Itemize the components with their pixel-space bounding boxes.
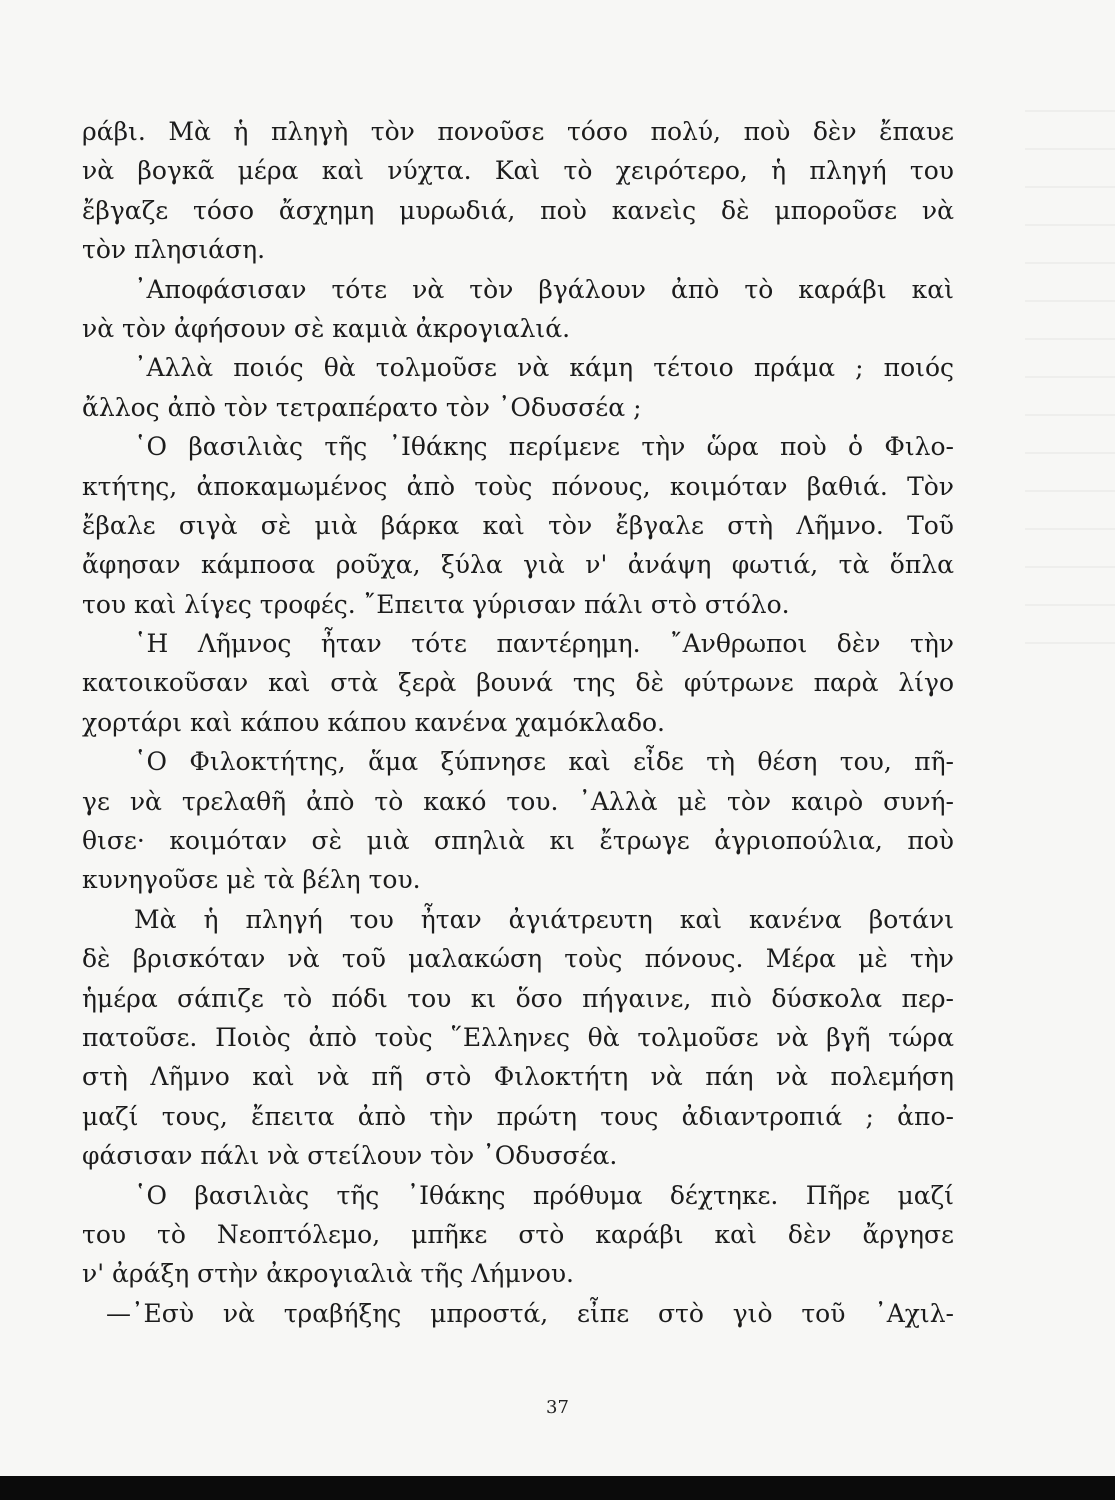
text-line: φάσισαν πάλι νὰ στείλουν τὸν ᾿Οδυσσέα. xyxy=(82,1141,618,1171)
text-line: —᾿Εσὺ νὰ τραβήξης μπροστά, εἶπε στὸ γιὸ τοῦ ᾿Αχιλ- xyxy=(106,1298,954,1328)
text-line: στὴ Λῆμνο καὶ νὰ πῆ στὸ Φιλοκτήτη νὰ πάη νὰ πολεμήση xyxy=(82,1062,954,1092)
scan-edge-bar xyxy=(0,1476,1115,1500)
text-line: ᾿Αποφάσισαν τότε νὰ τὸν βγάλουν ἀπὸ τὸ καράβι καὶ xyxy=(134,274,954,304)
text-line: ἄφησαν κάμποσα ροῦχα, ξύλα γιὰ ν' ἀνάψη φωτιά, τὰ ὅπλα xyxy=(82,550,954,580)
text-line: κατοικοῦσαν καὶ στὰ ξερὰ βουνά της δὲ φύτρωνε παρὰ λίγο xyxy=(82,668,954,698)
text-line: ράβι. Μὰ ἡ πληγὴ τὸν πονοῦσε τόσο πολύ, ποὺ δὲν ἔπαυε xyxy=(82,117,954,146)
text-line: νὰ τὸν ἀφήσουν σὲ καμιὰ ἀκρογιαλιά. xyxy=(82,313,571,343)
text-line: ῾Ο βασιλιὰς τῆς ᾿Ιθάκης πρόθυμα δέχτηκε. Πῆρε μαζί xyxy=(134,1180,954,1210)
text-line: νὰ βογκᾶ μέρα καὶ νύχτα. Καὶ τὸ χειρότερο, ἡ πληγή του xyxy=(82,156,954,186)
text-line: πατοῦσε. Ποιὸς ἀπὸ τοὺς ῞Ελληνες θὰ τολμοῦσε νὰ βγῆ τώρα xyxy=(82,1022,954,1052)
text-line: ῾Ο βασιλιὰς τῆς ᾿Ιθάκης περίμενε τὴν ὥρα ποὺ ὁ Φιλο- xyxy=(134,432,954,462)
text-line: τὸν πλησιάση. xyxy=(82,235,266,265)
text-line: μαζί τους, ἔπειτα ἀπὸ τὴν πρώτη τους ἀδιαντροπιά ; ἀπο- xyxy=(82,1101,954,1131)
text-line: δὲ βρισκόταν νὰ τοῦ μαλακώση τοὺς πόνους. Μέρα μὲ τὴν xyxy=(82,944,954,974)
text-line: ἔβγαζε τόσο ἄσχημη μυρωδιά, ποὺ κανεὶς δὲ μποροῦσε νὰ xyxy=(82,195,954,225)
text-line: γε νὰ τρελαθῆ ἀπὸ τὸ κακό του. ᾿Αλλὰ μὲ τὸν καιρὸ συνή- xyxy=(82,786,954,816)
text-line: του καὶ λίγες τροφές. ῎Επειτα γύρισαν πάλι στὸ στόλο. xyxy=(82,589,790,619)
bleed-through-texture xyxy=(1025,110,1115,670)
body-text xyxy=(82,112,954,1333)
text-line: ἡμέρα σάπιζε τὸ πόδι του κι ὅσο πήγαινε, πιὸ δύσκολα περ- xyxy=(82,983,954,1013)
text-line: κτήτης, ἀποκαμωμένος ἀπὸ τοὺς πόνους, κοιμόταν βαθιά. Τὸν xyxy=(82,471,954,501)
text-line: ἔβαλε σιγὰ σὲ μιὰ βάρκα καὶ τὸν ἔβγαλε στὴ Λῆμνο. Τοῦ xyxy=(82,510,954,540)
text-line: ἄλλος ἀπὸ τὸν τετραπέρατο τὸν ᾿Οδυσσέα ; xyxy=(82,392,642,422)
text-line: χορτάρι καὶ κάπου κάπου κανένα χαμόκλαδο. xyxy=(82,707,665,737)
text-line: κυνηγοῦσε μὲ τὰ βέλη του. xyxy=(82,865,421,895)
text-line: του τὸ Νεοπτόλεμο, μπῆκε στὸ καράβι καὶ δὲν ἄργησε xyxy=(82,1219,954,1249)
text-line: θισε· κοιμόταν σὲ μιὰ σπηλιὰ κι ἔτρωγε ἀγριοπούλια, ποὺ xyxy=(82,826,954,856)
text-line: ῾Ο Φιλοκτήτης, ἅμα ξύπνησε καὶ εἶδε τὴ θέση του, πῆ- xyxy=(134,747,954,777)
text-line: ν' ἀράξη στὴν ἀκρογιαλιὰ τῆς Λήμνου. xyxy=(82,1259,574,1289)
text-line: Μὰ ἡ πληγή του ἦταν ἀγιάτρευτη καὶ κανένα βοτάνι xyxy=(134,904,954,934)
text-line: ῾Η Λῆμνος ἦταν τότε παντέρημη. ῎Ανθρωποι δὲν τὴν xyxy=(134,629,954,659)
text-line: ᾿Αλλὰ ποιός θὰ τολμοῦσε νὰ κάμη τέτοιο πράμα ; ποιός xyxy=(134,353,954,383)
page-number: 37 xyxy=(546,1397,569,1418)
